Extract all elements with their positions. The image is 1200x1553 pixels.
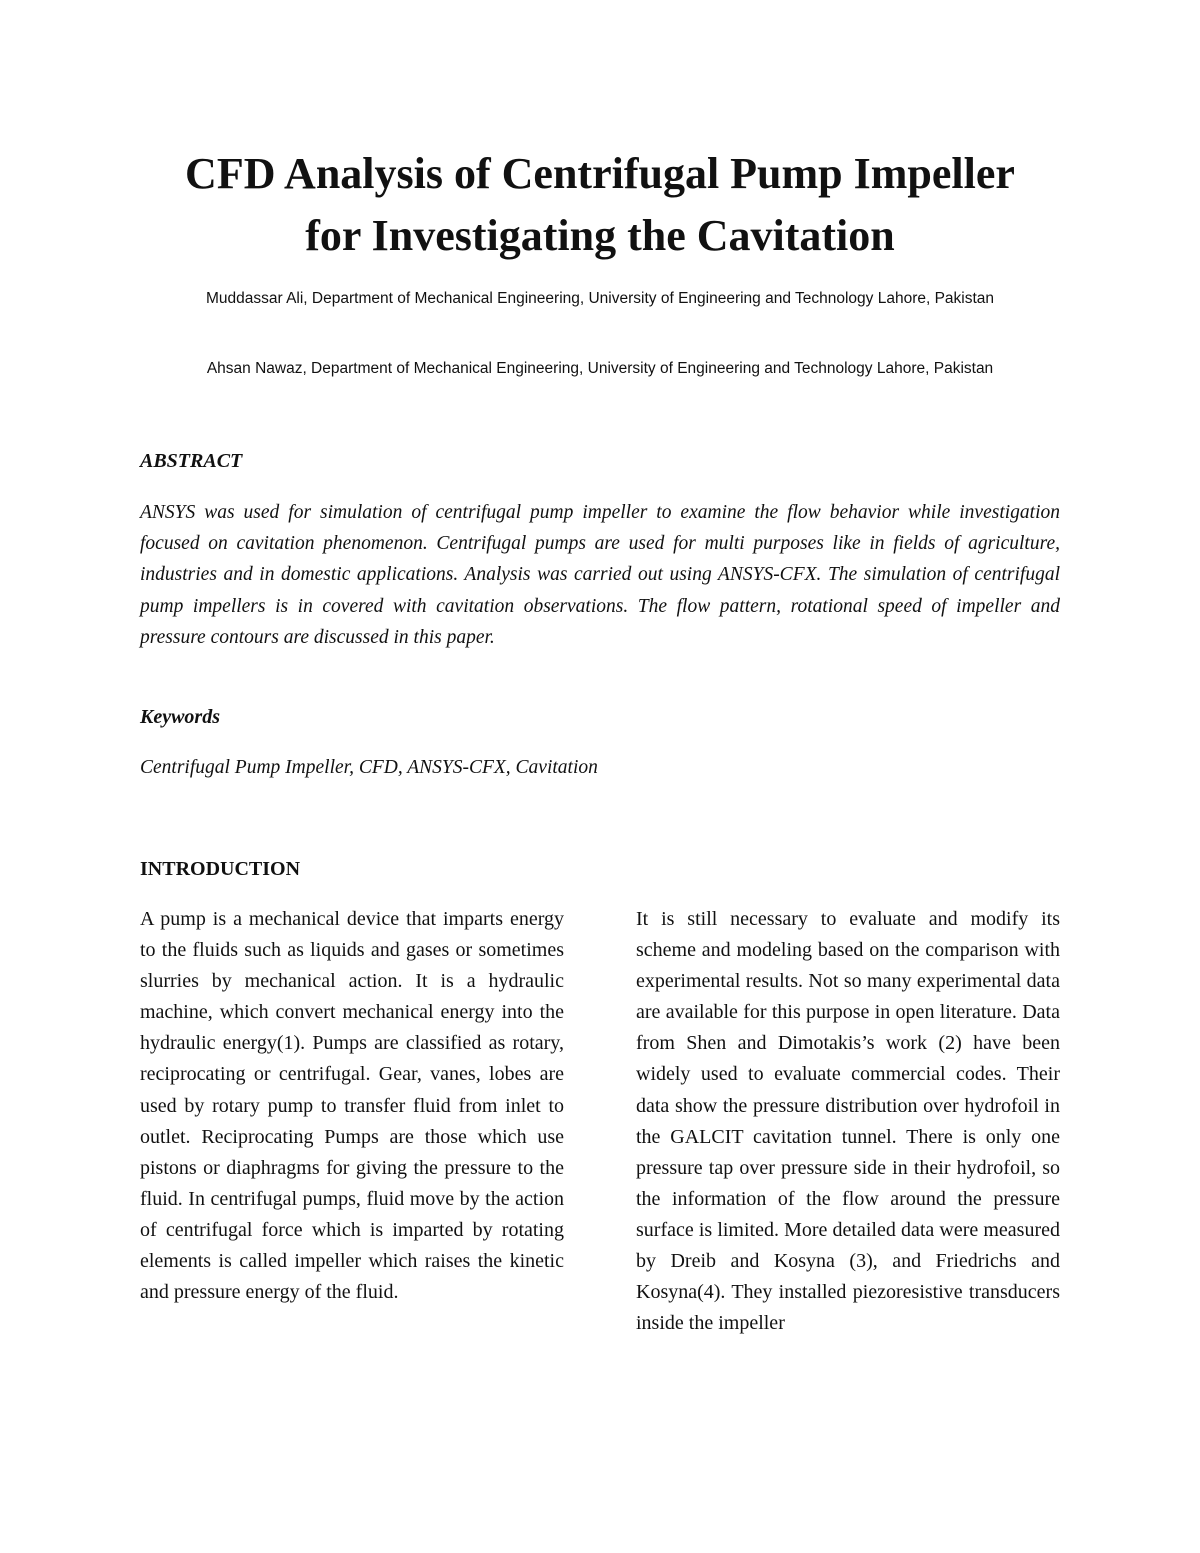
introduction-heading: INTRODUCTION bbox=[140, 858, 301, 880]
abstract-heading: ABSTRACT bbox=[140, 450, 243, 472]
title-line-2: for Investigating the Cavitation bbox=[305, 211, 895, 260]
introduction-left-column: A pump is a mechanical device that imparts energy to the fluids such as liquids and gases or sometimes slurries by mechanical action. It is a hydraulic machine, which convert mechanical energy into the hydraulic energy(1). Pumps are classified as rotary, reciprocating or centrifugal. Gear, vanes, lobes are used by rotary pump to transfer fluid from inlet to outlet. Reciprocating Pumps are those which use pistons or diaphragms for giving the pressure to the fluid. In centrifugal pumps, fluid move by the action of centrifugal force which is imparted by rotating elements is called impeller which raises the kinetic and pressure energy of the fluid. bbox=[140, 908, 564, 1304]
keywords-heading: Keywords bbox=[140, 706, 220, 728]
author-affiliation-2: Ahsan Nawaz, Department of Mechanical Engineering, University of Engineering and Technology Lahore, Pakistan bbox=[206, 360, 994, 377]
author-affiliation-1: Muddassar Ali, Department of Mechanical Engineering, University of Engineering and Technology Lahore, Pakistan bbox=[205, 290, 995, 307]
paper-title bbox=[100, 143, 1100, 267]
title-line-1: CFD Analysis of Centrifugal Pump Impeller bbox=[185, 149, 1015, 198]
introduction-right-column: It is still necessary to evaluate and modify its scheme and modeling based on the comparison with experimental results. Not so many experimental data are available for this purpose in open literature. Data from Shen and Dimotakis’s work (2) have been widely used to evaluate commercial codes. Their data show the pressure distribution over hydrofoil in the GALCIT cavitation tunnel. There is only one pressure tap over pressure side in their hydrofoil, so the information of the flow around the pressure surface is limited. More detailed data were measured by Dreib and Kosyna (3), and Friedrichs and Kosyna(4). They installed piezoresistive transducers inside the impeller bbox=[636, 908, 1060, 1335]
keywords-text: Centrifugal Pump Impeller, CFD, ANSYS-CFX, Cavitation bbox=[140, 757, 598, 778]
abstract-text: ANSYS was used for simulation of centrifugal pump impeller to examine the flow behavior while investigation focused on cavitation phenomenon. Centrifugal pumps are used for multi purposes like in fields of agriculture, industries and in domestic applications. Analysis was carried out using ANSYS-CFX. The simulation of centrifugal pump impellers is in covered with cavitation observations. The flow pattern, rotational speed of impeller and pressure contours are discussed in this paper. bbox=[140, 502, 1060, 648]
